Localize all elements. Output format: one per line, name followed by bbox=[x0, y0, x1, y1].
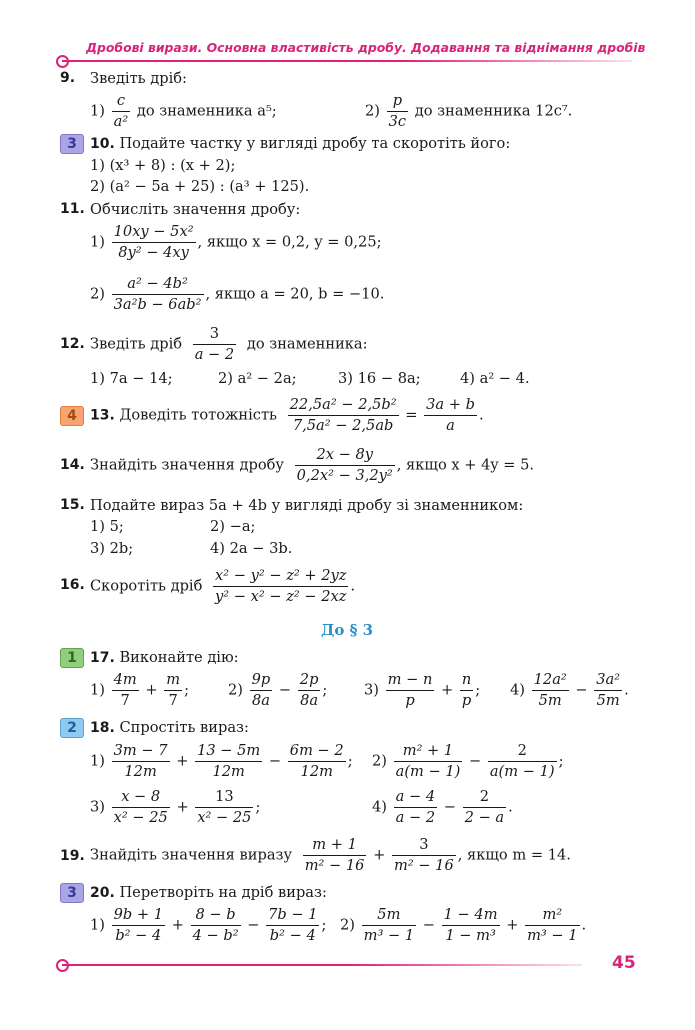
exercise-number: 19. bbox=[60, 848, 85, 864]
exercise-item: 2) −a; bbox=[210, 518, 256, 535]
difficulty-badge: 4 bbox=[60, 406, 84, 426]
exercise-item: 4) 2a − 3b. bbox=[210, 540, 293, 557]
exercise-item: 1) (x³ + 8) : (x + 2); bbox=[90, 157, 236, 174]
exercise-item: 2) (a² − 5a + 25) : (a³ + 125). bbox=[90, 178, 310, 195]
exercise-text: Знайдіть значення дробу $\frac{2x - 8y}{\text{0,2x² − 3,2y²}}$ , якщо x + 4y = 5. bbox=[90, 446, 535, 484]
difficulty-badge: 3 bbox=[60, 883, 84, 903]
exercise-number: 15. bbox=[60, 497, 85, 513]
exercise-part: 2) $\frac{5m}{\text{m³ − 1}}$ − $\frac{1 - 4m}{\text{1 − m³}}$ + $\frac{\text{m²}}{\text{m³ − 1}}$ . bbox=[340, 906, 587, 944]
exercise-text: Зведіть дріб: bbox=[90, 70, 187, 87]
exercise-part: 3) $\frac{x - 8}{\text{x² − 25}}$ + $\frac{13}{\text{x² − 25}}$ ; bbox=[90, 788, 261, 826]
exercise-text: 17. Виконайте дію: bbox=[90, 649, 239, 666]
exercise-item: 4) a² − 4. bbox=[460, 370, 530, 387]
difficulty-badge: 2 bbox=[60, 718, 84, 738]
exercise-text: 10. Подайте частку у вигляді дробу та скоротіть його: bbox=[90, 135, 511, 152]
exercise-part: 2) $\frac{\text{m² + 1}}{a(m - 1)}$ − $\frac{2}{a(m - 1)}$ ; bbox=[372, 742, 564, 780]
footer-line bbox=[62, 964, 582, 966]
exercise-item: 3) 2b; bbox=[90, 540, 134, 557]
page-number: 45 bbox=[612, 953, 636, 973]
exercise-item: 1) 7a − 14; bbox=[90, 370, 173, 387]
exercise-part: 2) $\frac{p}{3c}$ до знаменника 12c⁷. bbox=[365, 92, 573, 130]
exercise-number: 9. bbox=[60, 70, 76, 86]
header-line bbox=[62, 60, 632, 62]
exercise-text: Знайдіть значення виразу $\frac{m + 1}{\text{m² − 16}}$ + $\frac{3}{\text{m² − 16}}$ , якщо m = 14. bbox=[90, 836, 571, 874]
exercise-text: Подайте вираз 5a + 4b у вигляді дробу зі знаменником: bbox=[90, 497, 524, 514]
exercise-number: 14. bbox=[60, 457, 85, 473]
exercise-item: 1) 5; bbox=[90, 518, 124, 535]
exercise-number: 12. bbox=[60, 336, 85, 352]
exercise-number: 16. bbox=[60, 577, 85, 593]
exercise-item: 3) 16 − 8a; bbox=[338, 370, 421, 387]
exercise-part: 2) $\frac{9p}{8a}$ − $\frac{2p}{8a}$ ; bbox=[228, 671, 328, 709]
exercise-part: 4) $\frac{a - 4}{a - 2}$ − $\frac{2}{2 - a}$ . bbox=[372, 788, 513, 826]
section-heading: До § 3 bbox=[321, 621, 374, 639]
exercise-text: Скоротіть дріб $\frac{\text{x² − y² − z² + 2yz}}{\text{y² − x² − z² − 2xz}}$ . bbox=[90, 567, 356, 605]
difficulty-badge: 1 bbox=[60, 648, 84, 668]
exercise-number: 11. bbox=[60, 201, 85, 217]
running-header: Дробові вирази. Основна властивість дробу. Додавання та віднімання дробів bbox=[86, 40, 646, 55]
exercise-part: 1) $\frac{\text{10xy − 5x²}}{\text{8y² − 4xy}}$ , якщо x = 0,2, y = 0,25; bbox=[90, 223, 382, 261]
exercise-part: 1) $\frac{3m - 7}{12m}$ + $\frac{13 - 5m}{12m}$ − $\frac{6m - 2}{12m}$ ; bbox=[90, 742, 353, 780]
difficulty-badge: 3 bbox=[60, 134, 84, 154]
exercise-text: 13. Доведіть тотожність $\frac{\text{22,5a² − 2,5b²}}{\text{7,5a² − 2,5ab}}$ = $\frac{3a + b}{a}$ . bbox=[90, 396, 484, 434]
exercise-part: 1) $\frac{c}{\text{a²}}$ до знаменника a⁵; bbox=[90, 92, 277, 130]
exercise-part: 2) $\frac{\text{a² − 4b²}}{\text{3a²b − 6ab²}}$ , якщо a = 20, b = −10. bbox=[90, 275, 385, 313]
exercise-text: 20. Перетворіть на дріб вираз: bbox=[90, 884, 327, 901]
exercise-part: 1) $\frac{4m}{7}$ + $\frac{m}{7}$ ; bbox=[90, 671, 190, 709]
exercise-text: Обчисліть значення дробу: bbox=[90, 201, 301, 218]
exercise-part: 3) $\frac{m - n}{p}$ + $\frac{n}{p}$ ; bbox=[364, 671, 481, 709]
exercise-part: 1) $\frac{9b + 1}{\text{b² − 4}}$ + $\frac{8 - b}{\text{4 − b²}}$ − $\frac{7b - 1}{\text{b² − 4}}$ ; bbox=[90, 906, 327, 944]
exercise-part: 4) $\frac{\text{12a²}}{5m}$ − $\frac{\text{3a²}}{5m}$ . bbox=[510, 671, 629, 709]
exercise-text: Зведіть дріб $\frac{3}{a - 2}$ до знаменника: bbox=[90, 325, 368, 363]
exercise-text: 18. Спростіть вираз: bbox=[90, 719, 249, 736]
exercise-item: 2) a² − 2a; bbox=[218, 370, 297, 387]
